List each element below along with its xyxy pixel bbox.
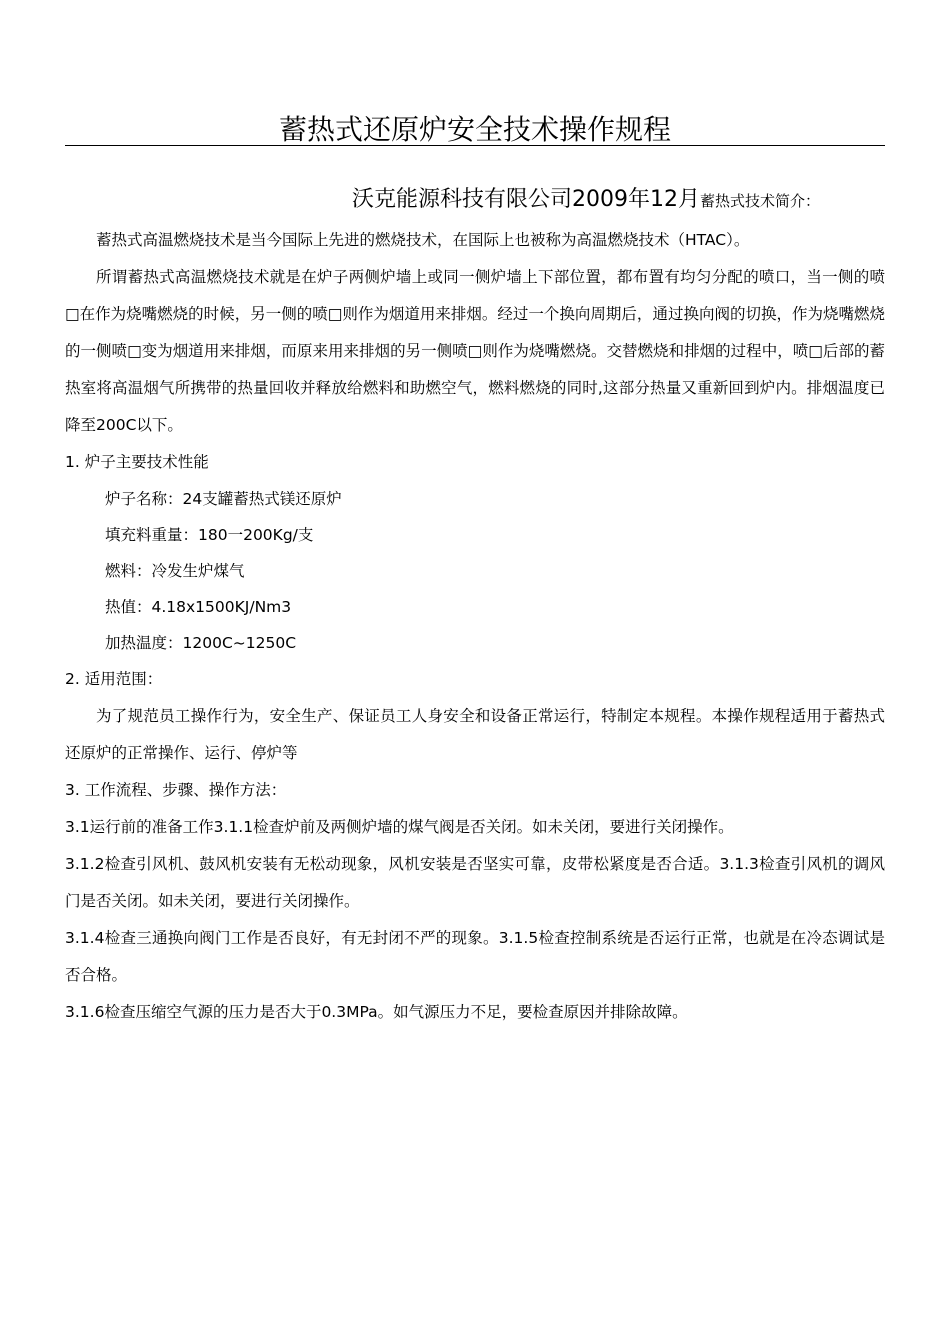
section-intro-label: 蓄热式技术简介： — [699, 192, 820, 210]
title-underline — [65, 145, 885, 146]
spec-fuel: 燃料：冷发生炉煤气 — [105, 562, 245, 580]
subtitle-line — [352, 182, 820, 219]
section3-paragraph-4: 3.1.6检查压缩空气源的压力是否大于0.3MPa。如气源压力不足，要检查原因并排除故障。 — [65, 1003, 688, 1021]
section2-text: 为了规范员工操作行为，安全生产、保证员工人身安全和设备正常运行，特制定本规程。本操作规程适用于蓄热式还原炉的正常操作、运行、停炉等 — [65, 707, 885, 762]
spec-fill-weight: 填充料重量：180一200Kg/支 — [105, 526, 314, 544]
intro-paragraph-1: 蓄热式高温燃烧技术是当今国际上先进的燃烧技术，在国际上也被称为高温燃烧技术（HTAC）。 — [96, 231, 750, 249]
section3-paragraph-1: 3.1运行前的准备工作3.1.1检查炉前及两侧炉墙的煤气阀是否关闭。如未关闭，要进行关闭操作。 — [65, 818, 734, 836]
company-date: 沃克能源科技有限公司2009年12月 — [352, 187, 700, 212]
section3-paragraph-3: 3.1.4检查三通换向阀门工作是否良好，有无封闭不严的现象。3.1.5检查控制系统是否运行正常，也就是在冷态调试是否合格。 — [65, 929, 885, 984]
section1-heading: 1. 炉子主要技术性能 — [65, 453, 209, 471]
intro-paragraph-2: 所谓蓄热式高温燃烧技术就是在炉子两侧炉墙上或同一侧炉墙上下部位置，都布置有均匀分配的喷口，当一侧的喷□在作为烧嘴燃烧的时候，另一侧的喷□则作为烟道用来排烟。经过一个换向周期后，通过换向阀的切换，作为烧嘴燃烧的一侧喷□变为烟道用来排烟，而原来用来排烟的另一侧喷□则作为烧嘴燃烧。交替燃烧和排烟的过程中，喷□后部的蓄热室将高温烟气所携带的热量回收并释放给燃料和助燃空气，燃料燃烧的同时,这部分热量又重新回到炉内。排烟温度已降至200C以下。 — [65, 268, 885, 434]
section3-paragraph-2: 3.1.2检查引风机、鼓风机安装有无松动现象，风机安装是否坚实可靠，皮带松紧度是否合适。3.1.3检查引风机的调风门是否关闭。如未关闭，要进行关闭操作。 — [65, 855, 885, 910]
section2-heading: 2. 适用范围： — [65, 670, 163, 688]
section3-heading: 3. 工作流程、步骤、操作方法： — [65, 781, 287, 799]
document-body — [65, 222, 885, 1031]
document-title: 蓄热式还原炉安全技术操作规程 — [278, 113, 671, 146]
spec-furnace-name: 炉子名称：24支罐蓄热式镁还原炉 — [105, 490, 342, 508]
spec-heat-value: 热值：4.18x1500KJ/Nm3 — [105, 598, 292, 616]
spec-heating-temp: 加热温度：1200C~1250C — [105, 634, 297, 652]
